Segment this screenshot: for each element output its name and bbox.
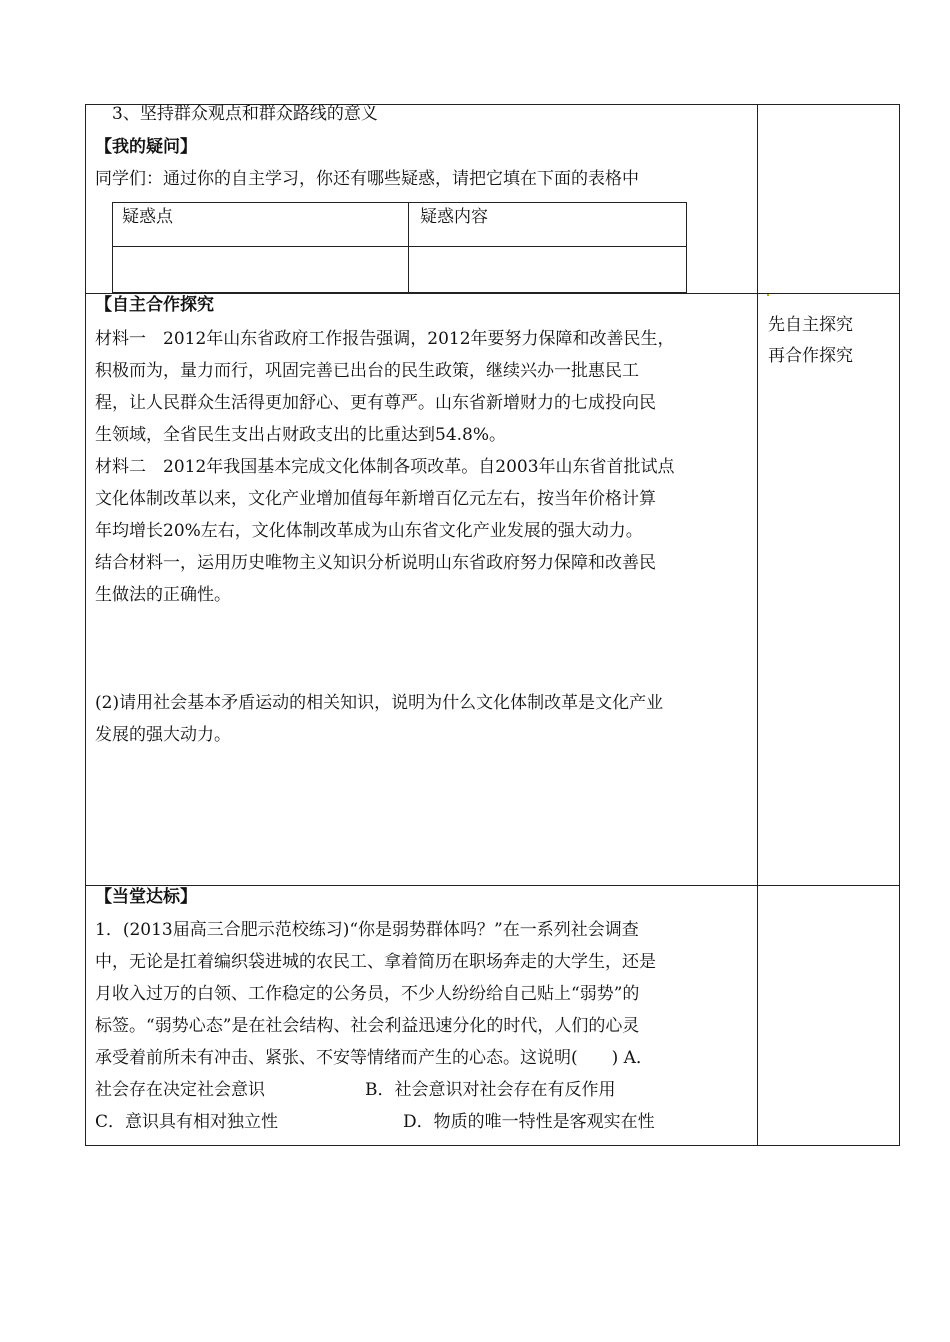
material1-line-2: 积极而为，量力而行，巩固完善已出台的民生政策，继续兴办一批惠民工 bbox=[95, 361, 639, 381]
in-class-question-line-2: 中，无论是扛着编织袋进城的农民工、拿着简历在职场奔走的大学生，还是 bbox=[95, 952, 656, 972]
my-questions-heading: 【我的疑问】 bbox=[95, 137, 197, 157]
cooperative-heading: 【自主合作探究 bbox=[95, 295, 214, 315]
material1-line-4: 生领域，全省民生支出占财政支出的比重达到54.8%。 bbox=[95, 425, 507, 445]
margin-mark bbox=[767, 294, 769, 296]
question1-line-1: 结合材料一，运用历史唯物主义知识分析说明山东省政府努力保障和改善民 bbox=[95, 553, 656, 573]
in-class-question-line-1: 1．(2013届高三合肥示范校练习)“你是弱势群体吗？”在一系列社会调查 bbox=[95, 920, 639, 940]
questions-table-cell-content[interactable] bbox=[410, 248, 686, 292]
side-column-divider bbox=[757, 104, 758, 1146]
question2-answer-area[interactable] bbox=[95, 752, 745, 880]
in-class-heading: 【当堂达标】 bbox=[95, 887, 197, 907]
material2-line-2: 文化体制改革以来，文化产业增加值每年新增百亿元左右，按当年价格计算 bbox=[95, 489, 656, 509]
questions-table-cell-point[interactable] bbox=[113, 248, 407, 292]
option-a: 社会存在决定社会意识 bbox=[95, 1080, 265, 1100]
material2-line-1: 材料二 2012年我国基本完成文化体制各项改革。自2003年山东省首批试点 bbox=[95, 457, 675, 477]
row-divider-2 bbox=[85, 885, 900, 886]
question1-answer-area[interactable] bbox=[95, 612, 745, 686]
side-note-line-1: 先自主探究 bbox=[768, 315, 853, 335]
material1-line-3: 程，让人民群众生活得更加舒心、更有尊严。山东省新增财力的七成投向民 bbox=[95, 393, 656, 413]
meaning-item-3: 3、坚持群众观点和群众路线的意义 bbox=[112, 104, 378, 124]
material2-line-3: 年均增长20%左右，文化体制改革成为山东省文化产业发展的强大动力。 bbox=[95, 521, 643, 541]
question1-line-2: 生做法的正确性。 bbox=[95, 585, 231, 605]
material1-line-1: 材料一 2012年山东省政府工作报告强调，2012年要努力保障和改善民生， bbox=[95, 329, 675, 349]
option-c: C．意识具有相对独立性 bbox=[95, 1112, 279, 1132]
questions-table-col-divider bbox=[408, 202, 409, 293]
questions-table-header-content: 疑惑内容 bbox=[420, 207, 488, 227]
option-b: B．社会意识对社会存在有反作用 bbox=[365, 1080, 616, 1100]
question2-line-1: (2)请用社会基本矛盾运动的相关知识，说明为什么文化体制改革是文化产业 bbox=[95, 693, 664, 713]
in-class-question-line-4: 标签。“弱势心态”是在社会结构、社会利益迅速分化的时代，人们的心灵 bbox=[95, 1016, 640, 1036]
my-questions-intro: 同学们：通过你的自主学习，你还有哪些疑惑，请把它填在下面的表格中 bbox=[95, 169, 639, 189]
side-note-line-2: 再合作探究 bbox=[768, 346, 853, 366]
question2-line-2: 发展的强大动力。 bbox=[95, 725, 231, 745]
questions-table-row-divider bbox=[112, 246, 687, 247]
in-class-question-line-5: 承受着前所未有冲击、紧张、不安等情绪而产生的心态。这说明( ) A． bbox=[95, 1048, 653, 1068]
questions-table-header-point: 疑惑点 bbox=[122, 207, 173, 227]
in-class-question-line-3: 月收入过万的白领、工作稳定的公务员，不少人纷纷给自己贴上“弱势”的 bbox=[95, 984, 640, 1004]
option-d: D．物质的唯一特性是客观实在性 bbox=[403, 1112, 655, 1132]
